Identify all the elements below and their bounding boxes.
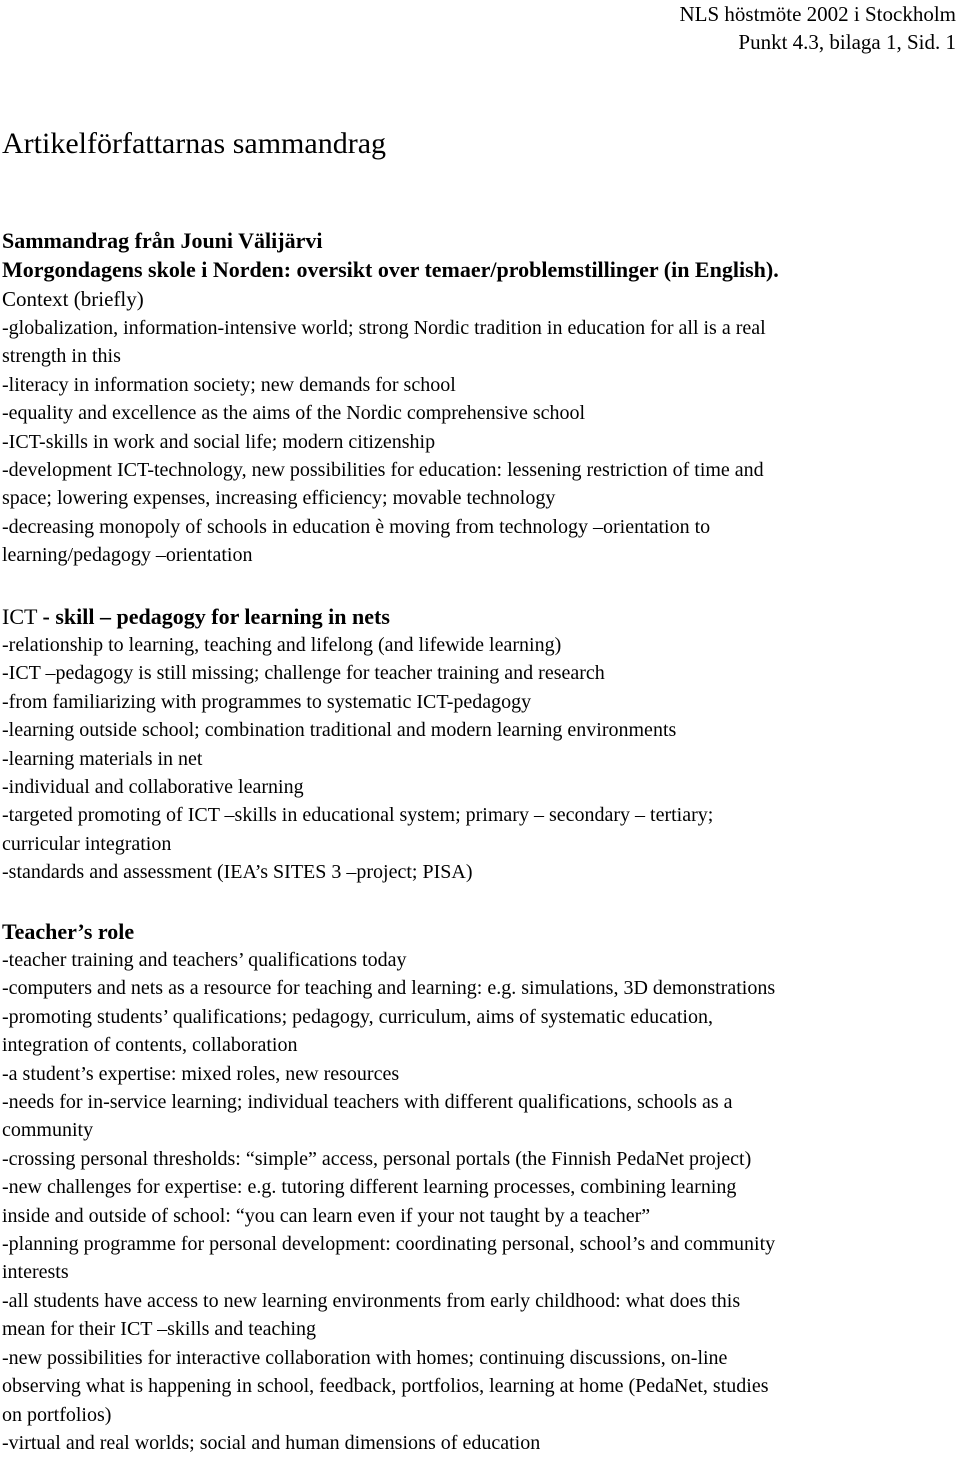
context-line: space; lowering expenses, increasing efficiency; movable technology <box>2 487 556 510</box>
teacher-role-line: community <box>2 1119 94 1142</box>
ict-list <box>2 631 957 887</box>
context-heading: Context (briefly) <box>2 287 144 311</box>
ict-heading-prefix: ICT <box>2 604 43 629</box>
context-line: -ICT-skills in work and social life; modern citizenship <box>2 430 436 453</box>
teacher-role-line: -crossing personal thresholds: “simple” access, personal portals (the Finnish PedaNet project) <box>2 1147 752 1170</box>
teacher-role-line: -planning programme for personal development: coordinating personal, school’s and community <box>2 1233 776 1256</box>
ict-line: -from familiarizing with programmes to systematic ICT-pedagogy <box>2 690 532 713</box>
context-line: -literacy in information society; new demands for school <box>2 373 456 396</box>
teacher-role-line: -promoting students’ qualifications; pedagogy, curriculum, aims of systematic education, <box>2 1005 713 1028</box>
ict-line: -targeted promoting of ICT –skills in educational system; primary – secondary – tertiary; <box>2 804 714 827</box>
teacher-role-line: -needs for in-service learning; individual teachers with different qualifications, schools as a <box>2 1091 733 1114</box>
teacher-role-line: -all students have access to new learning environments from early childhood: what does this <box>2 1289 741 1312</box>
context-line: strength in this <box>2 345 121 368</box>
summary-author-line: Sammandrag från Jouni Välijärvi <box>2 228 323 253</box>
ict-line: -learning outside school; combination traditional and modern learning environments <box>2 719 677 742</box>
context-line: -development ICT-technology, new possibilities for education: lessening restriction of time and <box>2 459 764 482</box>
teacher-role-line: -computers and nets as a resource for teaching and learning: e.g. simulations, 3D demonstrations <box>2 977 776 1000</box>
teacher-role-line: -new challenges for expertise: e.g. tutoring different learning processes, combining learning <box>2 1176 737 1199</box>
ict-heading <box>2 603 390 631</box>
page-header <box>679 0 956 56</box>
ict-line: -individual and collaborative learning <box>2 776 304 799</box>
ict-line: -standards and assessment (IEA’s SITES 3 –project; PISA) <box>2 861 473 884</box>
teacher-role-line: integration of contents, collaboration <box>2 1034 298 1057</box>
context-line: -globalization, information-intensive world; strong Nordic tradition in education for all is a real <box>2 317 766 339</box>
ict-line: curricular integration <box>2 832 172 855</box>
header-page-reference: Punkt 4.3, bilaga 1, Sid. 1 <box>738 30 956 54</box>
header-meeting-line: NLS höstmöte 2002 i Stockholm <box>679 2 956 26</box>
teacher-role-list <box>2 946 957 1457</box>
teacher-role-line: -virtual and real worlds; social and human dimensions of education <box>2 1431 541 1454</box>
ict-line: -relationship to learning, teaching and lifelong (and lifewide learning) <box>2 634 562 656</box>
context-list <box>2 314 957 570</box>
teacher-role-line: -a student’s expertise: mixed roles, new resources <box>2 1062 400 1085</box>
teacher-role-line: observing what is happening in school, feedback, portfolios, learning at home (PedaNet, studies <box>2 1375 769 1398</box>
context-line: -decreasing monopoly of schools in education è moving from technology –orientation to <box>2 515 711 538</box>
teacher-role-line: -new possibilities for interactive collaboration with homes; continuing discussions, on-line <box>2 1346 728 1369</box>
ict-line: -learning materials in net <box>2 747 203 770</box>
summary-topic-line: Morgondagens skole i Norden: oversikt over temaer/problemstillinger (in English). <box>2 257 779 282</box>
teacher-role-line: on portfolios) <box>2 1403 112 1426</box>
teacher-role-line: -teacher training and teachers’ qualifications today <box>2 949 407 971</box>
teacher-role-line: interests <box>2 1261 69 1284</box>
ict-line: -ICT –pedagogy is still missing; challenge for teacher training and research <box>2 662 605 685</box>
document-title: Artikelförfattarnas sammandrag <box>2 127 387 160</box>
teacher-role-line: mean for their ICT –skills and teaching <box>2 1318 316 1341</box>
context-line: -equality and excellence as the aims of the Nordic comprehensive school <box>2 402 586 425</box>
teacher-role-line: inside and outside of school: “you can learn even if your not taught by a teacher” <box>2 1204 651 1227</box>
context-line: learning/pedagogy –orientation <box>2 544 253 567</box>
ict-heading-rest: - skill – pedagogy for learning in nets <box>42 604 390 629</box>
teacher-role-heading: Teacher’s role <box>2 919 135 944</box>
